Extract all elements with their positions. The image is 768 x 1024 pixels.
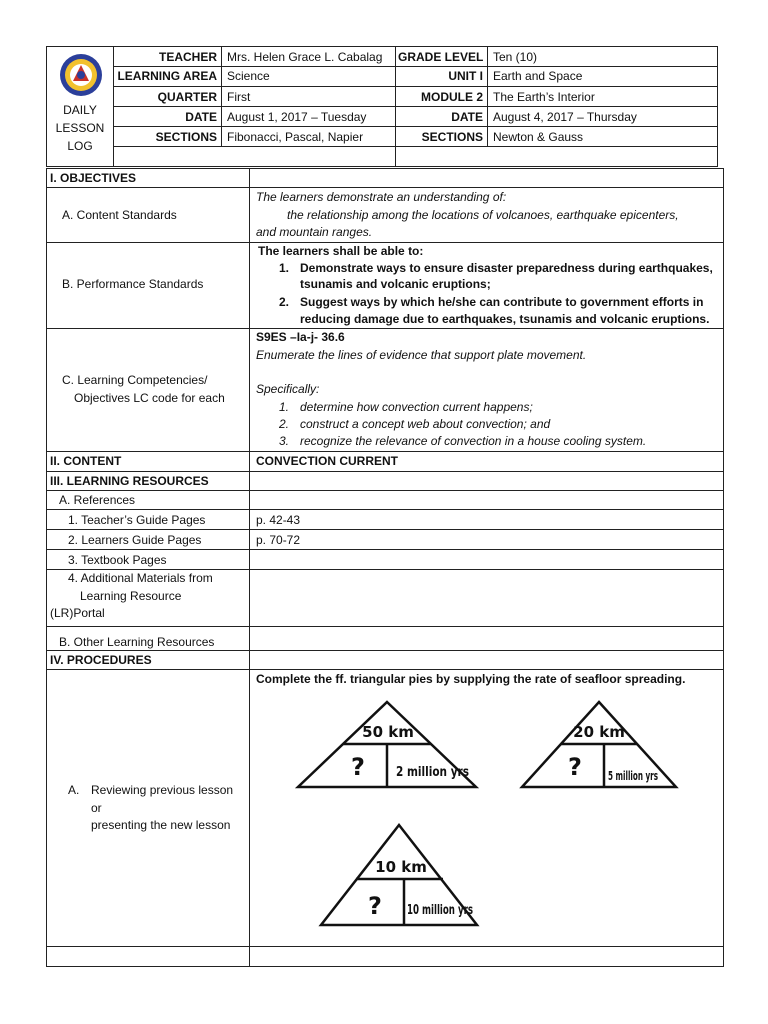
- content-heading: II. CONTENT: [50, 454, 122, 468]
- pie-3-unknown: ?: [368, 892, 382, 920]
- learning-resources-heading: III. LEARNING RESOURCES: [50, 474, 209, 488]
- learners-guide-label: 2. Learners Guide Pages: [68, 533, 202, 547]
- pies-instruction: Complete the ff. triangular pies by supplying the rate of seafloor spreading.: [256, 672, 686, 686]
- pie-2-unknown: ?: [568, 753, 582, 781]
- teachers-guide-value: p. 42-43: [256, 513, 301, 527]
- textbook-label: 3. Textbook Pages: [68, 553, 167, 567]
- pie-1-time: 2 million yrs: [396, 765, 470, 780]
- content-standards-label: A. Content Standards: [62, 208, 177, 222]
- triangular-pie-2: [520, 700, 678, 789]
- procedures-heading: IV. PROCEDURES: [50, 653, 152, 667]
- references-label: A. References: [59, 493, 136, 507]
- triangular-pie-3: [319, 823, 479, 927]
- learners-guide-value: p. 70-72: [256, 533, 301, 547]
- daily-lesson-log-title: DAILY LESSON LOG: [55, 103, 105, 153]
- teachers-guide-label: 1. Teacher’s Guide Pages: [68, 513, 206, 527]
- triangular-pie-1: [296, 700, 478, 789]
- content-value: CONVECTION CURRENT: [256, 454, 399, 468]
- pie-3-distance: 10 km: [375, 858, 427, 876]
- deped-seal-logo: [59, 53, 103, 97]
- performance-standards-label: B. Performance Standards: [62, 277, 204, 291]
- pie-1-distance: 50 km: [362, 723, 414, 741]
- pie-2-distance: 20 km: [573, 723, 625, 741]
- pie-1-unknown: ?: [351, 753, 365, 781]
- pie-3-time: 10 million yrs: [407, 903, 474, 918]
- other-resources-label: B. Other Learning Resources: [59, 635, 215, 649]
- pie-2-time: 5 million yrs: [608, 769, 658, 783]
- objectives-heading: I. OBJECTIVES: [50, 171, 137, 185]
